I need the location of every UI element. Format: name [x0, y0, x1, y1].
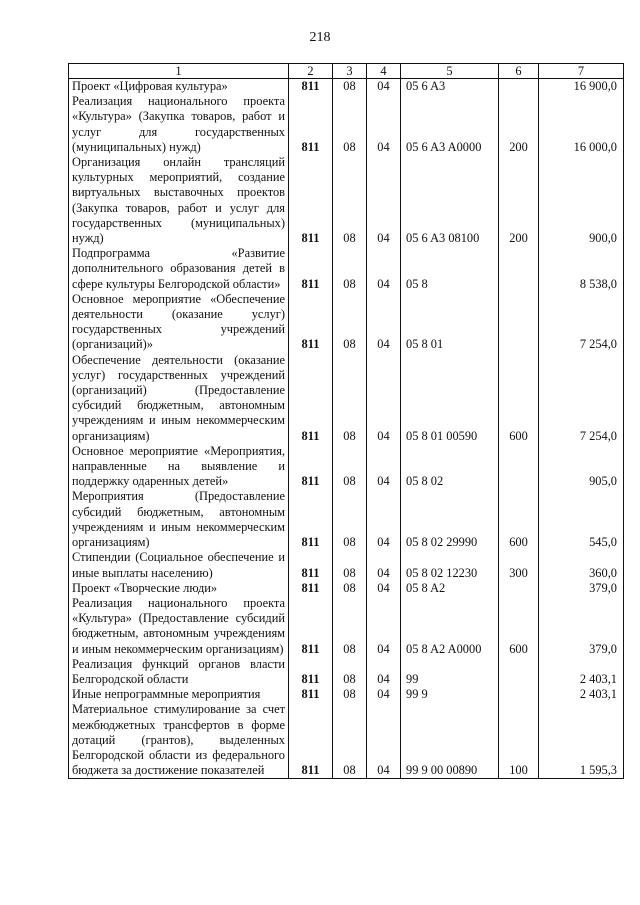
- row-subsection-code: 04: [367, 702, 401, 779]
- row-section-code: 08: [333, 596, 367, 657]
- row-target-code: 05 8 A2: [401, 581, 499, 596]
- row-ved-code: 811: [289, 489, 333, 550]
- row-target-code: 99: [401, 657, 499, 687]
- row-section-code: 08: [333, 581, 367, 596]
- row-subsection-code: 04: [367, 94, 401, 155]
- column-header: 3: [333, 64, 367, 79]
- row-ved-code: 811: [289, 702, 333, 779]
- row-amount: 2 403,1: [539, 687, 624, 702]
- row-ved-code: 811: [289, 353, 333, 444]
- table-row: [69, 353, 624, 444]
- row-section-code: 08: [333, 246, 367, 292]
- row-ved-code: 811: [289, 444, 333, 490]
- row-amount: 379,0: [539, 596, 624, 657]
- row-ved-code: 811: [289, 657, 333, 687]
- row-name: Стипендии (Социальное обеспечение и иные выплаты населению): [69, 550, 289, 580]
- row-section-code: 08: [333, 550, 367, 580]
- row-section-code: 08: [333, 353, 367, 444]
- row-target-code: 05 8: [401, 246, 499, 292]
- table-row: [69, 489, 624, 550]
- row-section-code: 08: [333, 702, 367, 779]
- table-row: [69, 702, 624, 779]
- row-name: Основное мероприятие «Мероприятия, направленные на выявление и поддержку одаренных детей»: [69, 444, 289, 490]
- row-expense-type-code: [499, 246, 539, 292]
- row-subsection-code: 04: [367, 155, 401, 246]
- row-name: Проект «Цифровая культура»: [69, 79, 289, 95]
- budget-table: [68, 63, 624, 779]
- row-amount: 1 595,3: [539, 702, 624, 779]
- table-row: [69, 657, 624, 687]
- row-amount: 7 254,0: [539, 353, 624, 444]
- row-amount: 16 900,0: [539, 79, 624, 95]
- column-header: 1: [69, 64, 289, 79]
- row-target-code: 99 9: [401, 687, 499, 702]
- row-subsection-code: 04: [367, 550, 401, 580]
- row-expense-type-code: [499, 444, 539, 490]
- row-target-code: 05 8 02: [401, 444, 499, 490]
- row-amount: 2 403,1: [539, 657, 624, 687]
- row-subsection-code: 04: [367, 79, 401, 95]
- row-target-code: 99 9 00 00890: [401, 702, 499, 779]
- row-expense-type-code: 200: [499, 94, 539, 155]
- row-amount: 379,0: [539, 581, 624, 596]
- row-name: Мероприятия (Предоставление субсидий бюджетным, автономным учреждениям и иным некоммерческим организациям): [69, 489, 289, 550]
- row-subsection-code: 04: [367, 581, 401, 596]
- row-ved-code: 811: [289, 292, 333, 353]
- row-section-code: 08: [333, 489, 367, 550]
- row-ved-code: 811: [289, 155, 333, 246]
- row-subsection-code: 04: [367, 489, 401, 550]
- column-header: 5: [401, 64, 499, 79]
- row-target-code: 05 8 02 12230: [401, 550, 499, 580]
- row-subsection-code: 04: [367, 246, 401, 292]
- table-row: [69, 155, 624, 246]
- row-target-code: 05 8 01 00590: [401, 353, 499, 444]
- row-name: Реализация национального проекта «Культура» (Закупка товаров, работ и услуг для государственных (муниципальных) нужд): [69, 94, 289, 155]
- row-expense-type-code: [499, 657, 539, 687]
- row-subsection-code: 04: [367, 596, 401, 657]
- row-ved-code: 811: [289, 596, 333, 657]
- row-name: Обеспечение деятельности (оказание услуг) государственных учреждений (организаций) (Предоставление субсидий бюджетным, автономным учреждениям и иным некоммерческим организациям): [69, 353, 289, 444]
- column-header: 4: [367, 64, 401, 79]
- column-header: 7: [539, 64, 624, 79]
- row-target-code: 05 6 A3: [401, 79, 499, 95]
- row-expense-type-code: 600: [499, 489, 539, 550]
- row-name: Реализация функций органов власти Белгородской области: [69, 657, 289, 687]
- table-body: [69, 79, 624, 779]
- row-subsection-code: 04: [367, 444, 401, 490]
- row-amount: 360,0: [539, 550, 624, 580]
- table-row: [69, 292, 624, 353]
- table-row: [69, 687, 624, 702]
- column-header: 2: [289, 64, 333, 79]
- row-expense-type-code: [499, 79, 539, 95]
- row-expense-type-code: [499, 581, 539, 596]
- row-subsection-code: 04: [367, 687, 401, 702]
- row-amount: 900,0: [539, 155, 624, 246]
- row-name: Подпрограмма «Развитие дополнительного образования детей в сфере культуры Белгородской области»: [69, 246, 289, 292]
- column-header: 6: [499, 64, 539, 79]
- table-row: [69, 581, 624, 596]
- table-row: [69, 596, 624, 657]
- table-row: [69, 550, 624, 580]
- row-amount: 905,0: [539, 444, 624, 490]
- row-expense-type-code: [499, 687, 539, 702]
- row-ved-code: 811: [289, 79, 333, 95]
- row-expense-type-code: 100: [499, 702, 539, 779]
- row-subsection-code: 04: [367, 292, 401, 353]
- row-target-code: 05 8 A2 A0000: [401, 596, 499, 657]
- row-target-code: 05 8 01: [401, 292, 499, 353]
- row-name: Иные непрограммные мероприятия: [69, 687, 289, 702]
- row-section-code: 08: [333, 657, 367, 687]
- row-expense-type-code: 200: [499, 155, 539, 246]
- table-row: [69, 444, 624, 490]
- row-section-code: 08: [333, 94, 367, 155]
- row-name: Организация онлайн трансляций культурных мероприятий, создание виртуальных выставочных проектов (Закупка товаров, работ и услуг для государственных (муниципальных) нужд): [69, 155, 289, 246]
- table-header-row: [69, 64, 624, 79]
- row-section-code: 08: [333, 292, 367, 353]
- row-expense-type-code: [499, 292, 539, 353]
- table-row: [69, 246, 624, 292]
- row-ved-code: 811: [289, 94, 333, 155]
- page-number: 218: [309, 30, 331, 45]
- row-section-code: 08: [333, 155, 367, 246]
- row-amount: 7 254,0: [539, 292, 624, 353]
- row-amount: 16 000,0: [539, 94, 624, 155]
- row-name: Проект «Творческие люди»: [69, 581, 289, 596]
- row-expense-type-code: 300: [499, 550, 539, 580]
- row-subsection-code: 04: [367, 353, 401, 444]
- row-amount: 8 538,0: [539, 246, 624, 292]
- row-target-code: 05 8 02 29990: [401, 489, 499, 550]
- row-expense-type-code: 600: [499, 353, 539, 444]
- row-name: Материальное стимулирование за счет межбюджетных трансфертов в форме дотаций (грантов), выделенных Белгородской области из федерального бюджета за достижение показателей: [69, 702, 289, 779]
- row-expense-type-code: 600: [499, 596, 539, 657]
- row-ved-code: 811: [289, 246, 333, 292]
- row-section-code: 08: [333, 79, 367, 95]
- row-target-code: 05 6 A3 08100: [401, 155, 499, 246]
- row-name: Реализация национального проекта «Культура» (Предоставление субсидий бюджетным, автономным учреждениям и иным некоммерческим организациям): [69, 596, 289, 657]
- row-amount: 545,0: [539, 489, 624, 550]
- row-subsection-code: 04: [367, 657, 401, 687]
- row-section-code: 08: [333, 444, 367, 490]
- table-row: [69, 79, 624, 95]
- row-section-code: 08: [333, 687, 367, 702]
- row-target-code: 05 6 A3 A0000: [401, 94, 499, 155]
- row-ved-code: 811: [289, 687, 333, 702]
- row-ved-code: 811: [289, 581, 333, 596]
- row-name: Основное мероприятие «Обеспечение деятельности (оказание услуг) государственных учреждений (организаций)»: [69, 292, 289, 353]
- table-row: [69, 94, 624, 155]
- row-ved-code: 811: [289, 550, 333, 580]
